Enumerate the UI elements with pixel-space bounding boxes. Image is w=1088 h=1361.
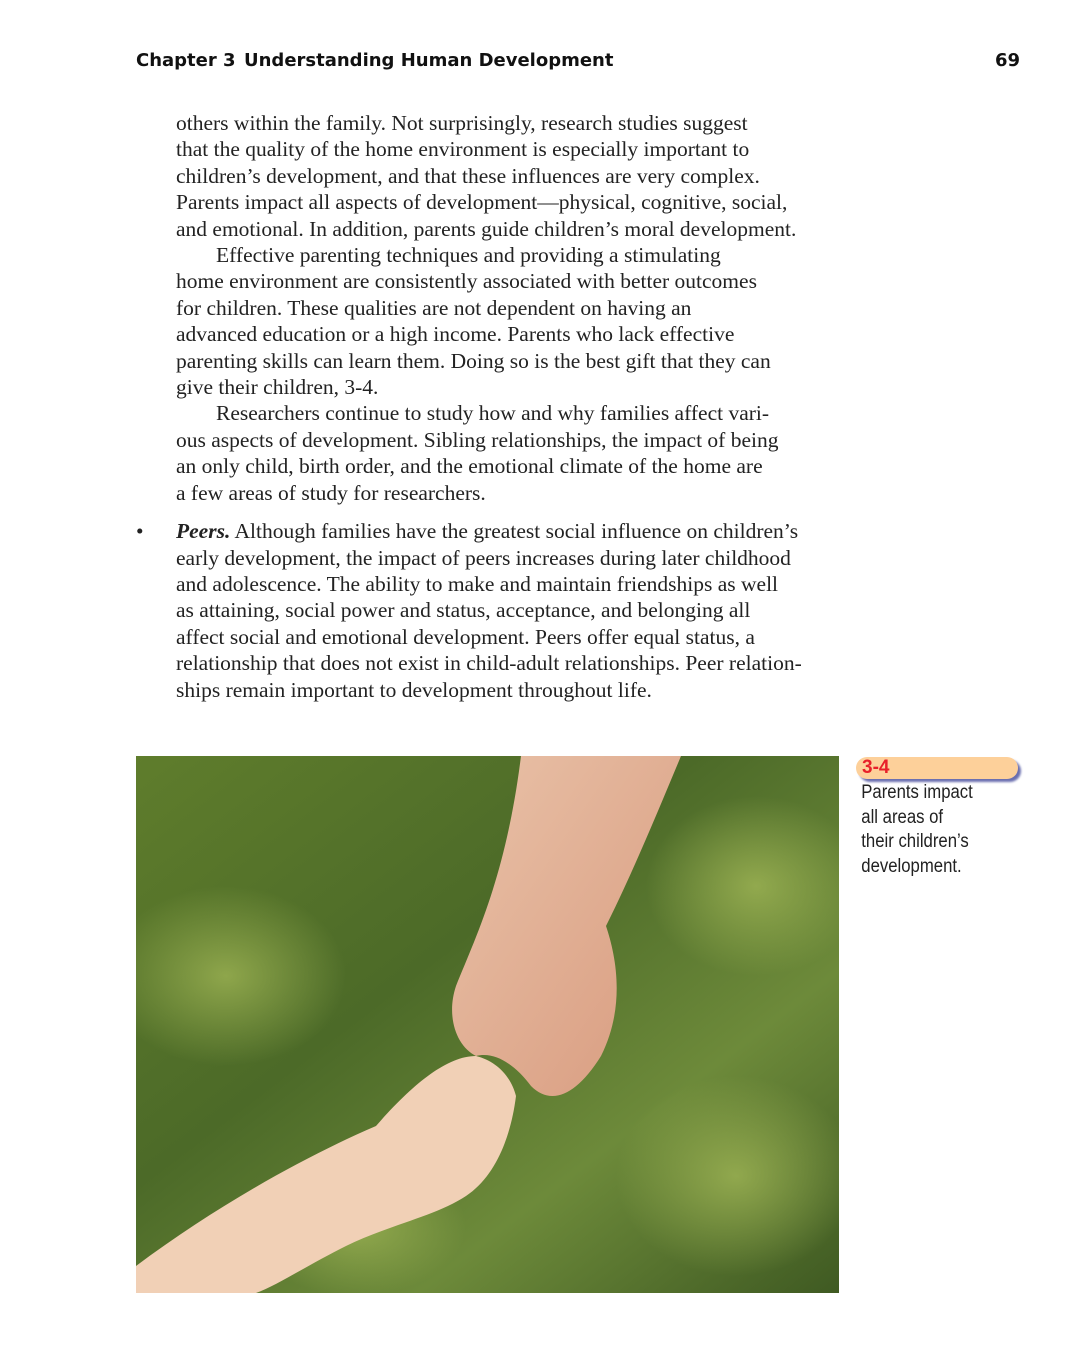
caption-line: Parents impact — [861, 782, 973, 803]
text-line: ous aspects of development. Sibling relationships, the impact of being — [176, 427, 779, 452]
figure-number-badge: 3-4 — [856, 757, 1018, 779]
text-line: children’s development, and that these influences are very complex. — [176, 163, 760, 188]
text-line: that the quality of the home environment is especially important to — [176, 137, 750, 162]
text-line: early development, the impact of peers increases during later childhood — [176, 545, 791, 570]
figure-photo-hands — [136, 756, 839, 1293]
page-number: 69 — [994, 50, 1020, 71]
text-line: and emotional. In addition, parents guide children’s moral development. — [176, 216, 797, 241]
text-line: Researchers continue to study how and why families affect vari- — [216, 401, 770, 426]
bullet-item-peers — [136, 518, 846, 703]
bullet-term: Peers. — [176, 519, 231, 544]
text-line: and adolescence. The ability to make and maintain friendships as well — [176, 571, 779, 596]
bullet-icon: • — [136, 519, 144, 544]
paragraph — [176, 242, 846, 400]
text-line: for children. These qualities are not dependent on having an — [176, 295, 692, 320]
text-line: parenting skills can learn them. Doing so is the best gift that they can — [176, 348, 771, 373]
chapter-title: Understanding Human Development — [244, 50, 614, 71]
paragraph — [176, 400, 846, 506]
hands-photo-image — [136, 756, 839, 1293]
text-line: advanced education or a high income. Parents who lack effective — [176, 322, 735, 347]
text-line: as attaining, social power and status, acceptance, and belonging all — [176, 598, 751, 623]
text-line: give their children, 3-4. — [176, 375, 379, 400]
text-line: ships remain important to development throughout life. — [176, 677, 652, 702]
text-line: affect social and emotional development. Peers offer equal status, a — [176, 624, 755, 649]
bullet-first-line: Although families have the greatest social influence on children’s — [230, 519, 799, 544]
caption-text — [856, 781, 1006, 879]
text-line: Effective parenting techniques and providing a stimulating — [216, 243, 721, 268]
text-line: a few areas of study for researchers. — [176, 480, 486, 505]
caption-line: development. — [861, 855, 962, 877]
figure-caption — [856, 757, 1026, 879]
body-text — [136, 110, 846, 703]
caption-line: all areas of — [861, 806, 944, 828]
paragraph — [176, 110, 846, 242]
caption-line: their children’s — [861, 831, 969, 852]
chapter-label: Chapter 3 — [136, 50, 236, 71]
text-line: relationship that does not exist in child-adult relationships. Peer relation- — [176, 651, 802, 676]
text-line: Parents impact all aspects of development—physical, cognitive, social, — [176, 190, 788, 215]
text-line: others within the family. Not surprisingly, research studies suggest — [176, 111, 748, 135]
text-line: an only child, birth order, and the emotional climate of the home are — [176, 454, 763, 479]
text-line: home environment are consistently associated with better outcomes — [176, 269, 757, 294]
